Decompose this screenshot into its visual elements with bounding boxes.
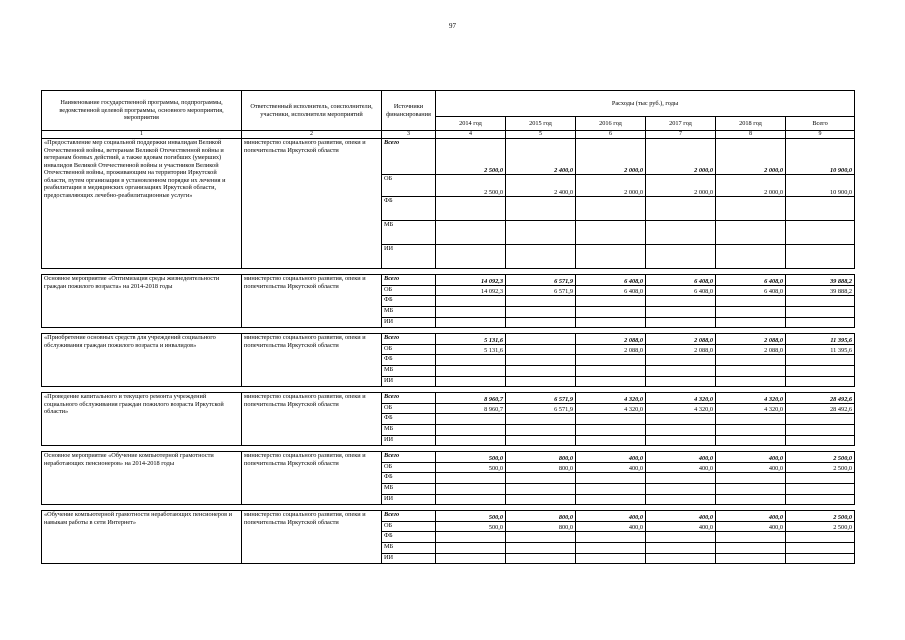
amount-cell: [786, 355, 855, 366]
column-number: 9: [786, 131, 855, 139]
amount-cell: [506, 414, 576, 425]
funding-source: ИИ: [382, 318, 436, 328]
amount-cell: [506, 221, 576, 245]
amount-cell: [786, 377, 855, 387]
funding-source: ИИ: [382, 554, 436, 564]
amount-cell: [576, 425, 646, 436]
amount-cell: [716, 245, 786, 269]
amount-cell: [436, 554, 506, 564]
amount-cell: 500,0: [436, 511, 506, 522]
amount-cell: [786, 425, 855, 436]
amount-cell: 2 000,0: [716, 139, 786, 175]
funding-source: ФБ: [382, 473, 436, 484]
funding-source: ИИ: [382, 436, 436, 446]
table-row: [42, 452, 855, 463]
header-year: 2014 год: [436, 117, 506, 131]
amount-cell: 2 400,0: [506, 139, 576, 175]
amount-cell: [646, 296, 716, 307]
amount-cell: [646, 425, 716, 436]
amount-cell: 400,0: [576, 452, 646, 463]
amount-cell: [786, 554, 855, 564]
funding-source: ОБ: [382, 463, 436, 473]
executor-cell: министерство социального развития, опеки и попечительства Иркутской области: [242, 511, 382, 564]
amount-cell: [506, 345, 576, 355]
amount-cell: 400,0: [576, 511, 646, 522]
amount-cell: [716, 355, 786, 366]
amount-cell: 500,0: [436, 452, 506, 463]
amount-cell: 500,0: [436, 463, 506, 473]
amount-cell: 4 320,0: [576, 404, 646, 414]
amount-cell: [646, 473, 716, 484]
amount-cell: [506, 543, 576, 554]
amount-cell: [506, 197, 576, 221]
amount-cell: [436, 532, 506, 543]
amount-cell: 6 408,0: [716, 275, 786, 286]
amount-cell: [576, 495, 646, 505]
amount-cell: [436, 484, 506, 495]
amount-cell: 5 131,6: [436, 345, 506, 355]
amount-cell: 10 900,0: [786, 175, 855, 197]
column-number: 4: [436, 131, 506, 139]
column-number: 5: [506, 131, 576, 139]
amount-cell: [506, 296, 576, 307]
amount-cell: 2 500,0: [786, 463, 855, 473]
amount-cell: [436, 318, 506, 328]
amount-cell: [506, 495, 576, 505]
amount-cell: 28 492,6: [786, 393, 855, 404]
amount-cell: [506, 532, 576, 543]
header-total: Всего: [786, 117, 855, 131]
amount-cell: [646, 377, 716, 387]
amount-cell: 6 571,9: [506, 286, 576, 296]
amount-cell: [506, 425, 576, 436]
amount-cell: 6 408,0: [576, 275, 646, 286]
amount-cell: [576, 543, 646, 554]
column-number: 3: [382, 131, 436, 139]
amount-cell: [436, 436, 506, 446]
funding-source: Всего: [382, 334, 436, 345]
amount-cell: 2 088,0: [646, 345, 716, 355]
table-row: [42, 139, 855, 175]
column-number: 2: [242, 131, 382, 139]
header-year: 2018 год: [716, 117, 786, 131]
amount-cell: [506, 554, 576, 564]
executor-cell: министерство социального развития, опеки и попечительства Иркутской области: [242, 275, 382, 328]
amount-cell: 800,0: [506, 452, 576, 463]
funding-source: ФБ: [382, 532, 436, 543]
measure-description: «Предоставление мер социальной поддержки инвалидам Великой Отечественной войны, ветеранам Великой Отечественной войны и ветеранам боевых действий, а также вдовам погибших (умерших) инвалидов Великой Отечественной войны и участников Великой Отечественной войны, проживающим на территории Иркутской области, путем организации в установленном порядке их лечения и реабилитации в медицинских организациях Иркутской области, предоставляющих лечебно-реабилитационные услуги»: [42, 139, 242, 269]
amount-cell: [436, 473, 506, 484]
amount-cell: [436, 495, 506, 505]
amount-cell: [576, 318, 646, 328]
funding-source: МБ: [382, 366, 436, 377]
amount-cell: [716, 221, 786, 245]
funding-source: ОБ: [382, 522, 436, 532]
amount-cell: [646, 436, 716, 446]
amount-cell: [576, 197, 646, 221]
amount-cell: 4 320,0: [576, 393, 646, 404]
amount-cell: [786, 532, 855, 543]
amount-cell: [646, 245, 716, 269]
column-number: 1: [42, 131, 242, 139]
amount-cell: 4 320,0: [646, 404, 716, 414]
amount-cell: 39 888,2: [786, 286, 855, 296]
amount-cell: 6 408,0: [646, 275, 716, 286]
amount-cell: 2 088,0: [576, 334, 646, 345]
amount-cell: [436, 414, 506, 425]
amount-cell: [646, 366, 716, 377]
amount-cell: 2 500,0: [436, 175, 506, 197]
amount-cell: [506, 318, 576, 328]
amount-cell: [786, 197, 855, 221]
funding-source: МБ: [382, 484, 436, 495]
amount-cell: 400,0: [646, 511, 716, 522]
amount-cell: [506, 484, 576, 495]
amount-cell: [576, 221, 646, 245]
amount-cell: [646, 543, 716, 554]
amount-cell: 2 000,0: [646, 139, 716, 175]
amount-cell: 6 571,9: [506, 404, 576, 414]
page-number: 97: [449, 22, 456, 30]
amount-cell: [716, 366, 786, 377]
amount-cell: 800,0: [506, 511, 576, 522]
funding-source: ОБ: [382, 286, 436, 296]
amount-cell: [716, 495, 786, 505]
amount-cell: [716, 197, 786, 221]
amount-cell: 400,0: [716, 522, 786, 532]
budget-table: [41, 90, 855, 564]
executor-cell: министерство социального развития, опеки и попечительства Иркутской области: [242, 334, 382, 387]
header-expenses: Расходы (тыс руб.), годы: [436, 91, 855, 117]
amount-cell: [506, 366, 576, 377]
funding-source: Всего: [382, 452, 436, 463]
amount-cell: 2 000,0: [716, 175, 786, 197]
amount-cell: [576, 296, 646, 307]
amount-cell: 2 400,0: [506, 175, 576, 197]
amount-cell: [646, 414, 716, 425]
amount-cell: [646, 318, 716, 328]
amount-cell: 14 092,3: [436, 286, 506, 296]
column-number: 8: [716, 131, 786, 139]
amount-cell: 400,0: [576, 463, 646, 473]
funding-source: Всего: [382, 275, 436, 286]
funding-source: МБ: [382, 425, 436, 436]
amount-cell: [786, 221, 855, 245]
amount-cell: 4 320,0: [716, 404, 786, 414]
amount-cell: 800,0: [506, 522, 576, 532]
header-executor: Ответственный исполнитель, соисполнители, участники, исполнители мероприятий: [242, 91, 382, 131]
header-year: 2017 год: [646, 117, 716, 131]
amount-cell: [646, 197, 716, 221]
column-number: 7: [646, 131, 716, 139]
amount-cell: 2 500,0: [786, 522, 855, 532]
amount-cell: [506, 334, 576, 345]
measure-description: «Приобретение основных средств для учреждений социального обслуживания граждан пожилого возраста и инвалидов»: [42, 334, 242, 387]
amount-cell: [436, 221, 506, 245]
funding-source: ИИ: [382, 495, 436, 505]
amount-cell: [576, 355, 646, 366]
amount-cell: [786, 484, 855, 495]
amount-cell: [576, 245, 646, 269]
header-program: Наименование государственной программы, подпрограммы, ведомственной целевой программы, основного мероприятия, мероприятия: [42, 91, 242, 131]
amount-cell: [646, 484, 716, 495]
funding-source: ИИ: [382, 377, 436, 387]
table-row: [42, 393, 855, 404]
amount-cell: 8 960,7: [436, 404, 506, 414]
funding-source: МБ: [382, 307, 436, 318]
amount-cell: 500,0: [436, 522, 506, 532]
amount-cell: [646, 221, 716, 245]
amount-cell: 400,0: [576, 522, 646, 532]
amount-cell: [506, 377, 576, 387]
amount-cell: 2 088,0: [576, 345, 646, 355]
amount-cell: [436, 197, 506, 221]
amount-cell: 11 395,6: [786, 345, 855, 355]
amount-cell: [716, 543, 786, 554]
amount-cell: 400,0: [646, 463, 716, 473]
amount-cell: [436, 245, 506, 269]
funding-source: ФБ: [382, 197, 436, 221]
table-row: [42, 334, 855, 345]
measure-description: Основное мероприятие «Обучение компьютерной грамотности неработающих пенсионеров» на 2014-2018 годы: [42, 452, 242, 505]
amount-cell: 2 088,0: [646, 334, 716, 345]
amount-cell: [716, 484, 786, 495]
header-year: 2016 год: [576, 117, 646, 131]
amount-cell: [436, 377, 506, 387]
amount-cell: 11 395,6: [786, 334, 855, 345]
amount-cell: [716, 532, 786, 543]
header-year: 2015 год: [506, 117, 576, 131]
amount-cell: 6 571,9: [506, 275, 576, 286]
amount-cell: [576, 554, 646, 564]
amount-cell: 2 000,0: [646, 175, 716, 197]
amount-cell: [506, 307, 576, 318]
funding-source: ОБ: [382, 175, 436, 197]
amount-cell: [786, 543, 855, 554]
amount-cell: [436, 307, 506, 318]
amount-cell: [716, 296, 786, 307]
column-number: 6: [576, 131, 646, 139]
amount-cell: 39 888,2: [786, 275, 855, 286]
amount-cell: [506, 245, 576, 269]
amount-cell: [436, 543, 506, 554]
funding-source: ОБ: [382, 404, 436, 414]
amount-cell: [436, 296, 506, 307]
amount-cell: [436, 366, 506, 377]
amount-cell: [716, 377, 786, 387]
table-row: [42, 275, 855, 286]
amount-cell: [786, 473, 855, 484]
amount-cell: 5 131,6: [436, 334, 506, 345]
amount-cell: 8 960,7: [436, 393, 506, 404]
amount-cell: 6 408,0: [576, 286, 646, 296]
table-row: [42, 511, 855, 522]
amount-cell: [786, 495, 855, 505]
table-body: [42, 139, 855, 564]
funding-source: ФБ: [382, 355, 436, 366]
amount-cell: 400,0: [716, 452, 786, 463]
header-sources: Источники финансирования: [382, 91, 436, 131]
funding-source: МБ: [382, 543, 436, 554]
amount-cell: [576, 532, 646, 543]
amount-cell: 6 408,0: [646, 286, 716, 296]
measure-description: «Обучение компьютерной грамотности неработающих пенсионеров и навыкам работы в сети Интернет»: [42, 511, 242, 564]
amount-cell: 2 500,0: [436, 139, 506, 175]
funding-source: Всего: [382, 393, 436, 404]
amount-cell: [716, 414, 786, 425]
amount-cell: 400,0: [716, 511, 786, 522]
funding-source: ФБ: [382, 414, 436, 425]
amount-cell: 400,0: [646, 522, 716, 532]
amount-cell: [646, 554, 716, 564]
funding-source: МБ: [382, 221, 436, 245]
amount-cell: [576, 307, 646, 318]
amount-cell: [786, 307, 855, 318]
amount-cell: [716, 436, 786, 446]
amount-cell: [786, 436, 855, 446]
executor-cell: министерство социального развития, опеки и попечительства Иркутской области: [242, 452, 382, 505]
amount-cell: 800,0: [506, 463, 576, 473]
amount-cell: [646, 355, 716, 366]
amount-cell: [716, 473, 786, 484]
executor-cell: министерство социального развития, опеки и попечительства Иркутской области: [242, 393, 382, 446]
amount-cell: [716, 307, 786, 318]
amount-cell: [576, 484, 646, 495]
executor-cell: министерство социального развития, опеки и попечительства Иркутской области: [242, 139, 382, 269]
amount-cell: 2 088,0: [716, 345, 786, 355]
amount-cell: [716, 318, 786, 328]
amount-cell: [786, 414, 855, 425]
amount-cell: 14 092,3: [436, 275, 506, 286]
amount-cell: 4 320,0: [716, 393, 786, 404]
amount-cell: [786, 245, 855, 269]
amount-cell: [716, 554, 786, 564]
measure-description: Основное мероприятие «Оптимизация среды жизнедеятельности граждан пожилого возраста» на 2014-2018 годы: [42, 275, 242, 328]
funding-source: ИИ: [382, 245, 436, 269]
amount-cell: [646, 532, 716, 543]
funding-source: ФБ: [382, 296, 436, 307]
amount-cell: 2 000,0: [576, 175, 646, 197]
amount-cell: [506, 355, 576, 366]
amount-cell: [576, 377, 646, 387]
amount-cell: [506, 436, 576, 446]
amount-cell: [716, 425, 786, 436]
amount-cell: 2 500,0: [786, 511, 855, 522]
amount-cell: [786, 296, 855, 307]
funding-source: Всего: [382, 139, 436, 175]
amount-cell: [576, 436, 646, 446]
amount-cell: [576, 414, 646, 425]
amount-cell: [646, 307, 716, 318]
amount-cell: [786, 366, 855, 377]
amount-cell: [576, 366, 646, 377]
amount-cell: 2 500,0: [786, 452, 855, 463]
amount-cell: 6 571,9: [506, 393, 576, 404]
amount-cell: 28 492,6: [786, 404, 855, 414]
amount-cell: [436, 355, 506, 366]
amount-cell: 400,0: [646, 452, 716, 463]
amount-cell: 2 088,0: [716, 334, 786, 345]
amount-cell: [786, 318, 855, 328]
amount-cell: [646, 495, 716, 505]
amount-cell: [506, 473, 576, 484]
amount-cell: [436, 425, 506, 436]
funding-source: Всего: [382, 511, 436, 522]
amount-cell: 4 320,0: [646, 393, 716, 404]
amount-cell: 400,0: [716, 463, 786, 473]
amount-cell: [576, 473, 646, 484]
amount-cell: 6 408,0: [716, 286, 786, 296]
amount-cell: 2 000,0: [576, 139, 646, 175]
measure-description: «Проведение капитального и текущего ремонта учреждений социального обслуживания граждан пожилого возраста Иркутской области»: [42, 393, 242, 446]
funding-source: ОБ: [382, 345, 436, 355]
amount-cell: 10 900,0: [786, 139, 855, 175]
